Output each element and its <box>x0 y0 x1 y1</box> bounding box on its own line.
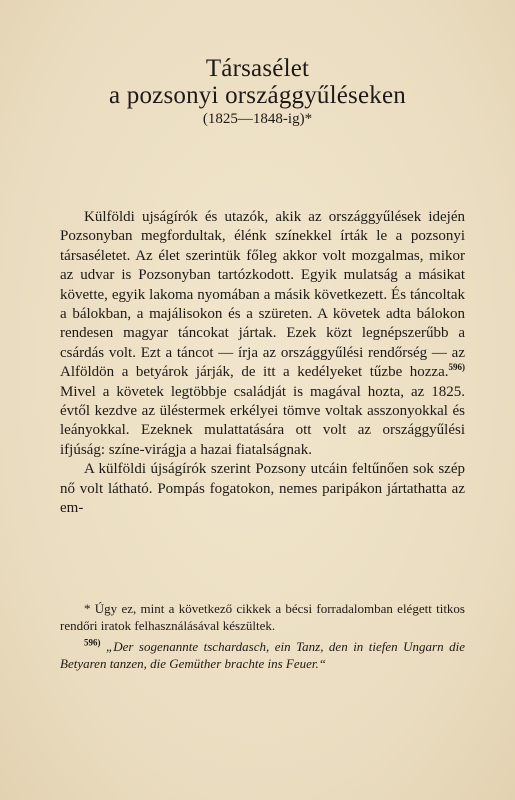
paragraph-1 <box>60 208 465 460</box>
paragraph-2: A külföldi újságírók szerint Pozsony utcáin feltűnően sok szép nő volt látható. Pompás fogatokon, nemes paripákon jártathatta az em- <box>60 461 465 517</box>
footnotes <box>60 600 465 676</box>
title-line-2: a pozsonyi országgyűléseken <box>109 82 406 109</box>
paragraph-1-text-a: Külföldi ujságírók és utazók, akik az országgyűlések idején Pozsonyban megfordultak, élénk színekkel írták le a pozsonyi társaséletet. Az élet szerintük főleg akkor volt mozgalmas, mikor az udvar is Pozsonyban tartózkodott. Egyik mulatság a másikat követte, egyik lakoma nyomában a másik következett. És táncoltak a bálokban, a majálisokon és a szüreten. A követek adta bálokon rendesen magyar táncokat jártak. Ezek közt legnépszerűbb a csárdás volt. Ezt a táncot — írja az országgyűlési rendőrség — az Alföldön a betyárok járják, de itt a kedélyeket tűzbe hozza. <box>60 209 465 381</box>
footnote-596 <box>60 638 465 672</box>
title-line-1: Társasélet <box>205 55 310 82</box>
paragraph-1-text-b: Mivel a követek legtöbbje családját is magával hozta, az 1825. évtől kezdve az üléstermek erkélyei tömve voltak asszonyokkal és leányokkal. Ezeknek mulattatására ott volt az országgyűlési ifjúság: színe-virágja a hazai fiatalságnak. <box>60 383 465 458</box>
main-text <box>60 208 465 519</box>
footnote-asterisk: * Úgy ez, mint a következő cikkek a bécsi forradalomban elégett titkos rendőri iratok felhasználásával készültek. <box>60 601 465 633</box>
subtitle-date-range: (1825—1848-ig)* <box>202 111 313 127</box>
footnote-596-quote: „Der sogenannte tschardasch, ein Tanz, den in tiefen Ungarn die Betyaren tanzen, die Gemüther brachte ins Feuer.“ <box>60 639 465 671</box>
footnote-ref-596: 596) <box>448 362 465 373</box>
footnote-596-number: 596) <box>84 637 101 648</box>
